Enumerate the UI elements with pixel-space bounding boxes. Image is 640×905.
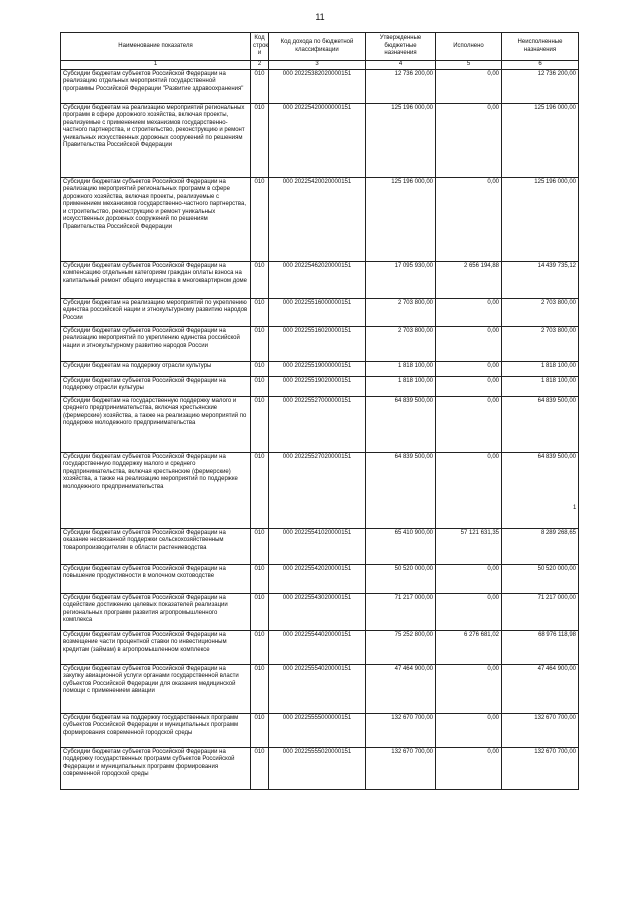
row-code: 010 [251, 69, 269, 103]
row-executed: 0,00 [436, 69, 502, 103]
row-remaining: 125 196 000,00 [502, 177, 579, 261]
page-number: 11 [315, 12, 325, 22]
row-bk-code: 000 20225420000000151 [269, 103, 366, 177]
row-executed: 0,00 [436, 593, 502, 630]
row-remaining: 68 976 118,98 [502, 630, 579, 664]
row-remaining: 132 670 700,00 [502, 713, 579, 747]
row-code: 010 [251, 103, 269, 177]
table-row [61, 177, 579, 261]
table-row [61, 396, 579, 452]
row-name: Субсидии бюджетам на поддержку государственных программ субъектов Российской Федерации и муниципальных программ формирования современной городской среды [61, 713, 251, 747]
row-bk-code: 000 20225382020000151 [269, 69, 366, 103]
row-bk-code: 000 20225555000000151 [269, 713, 366, 747]
row-code: 010 [251, 361, 269, 376]
table-row [61, 376, 579, 396]
column-number: 5 [436, 61, 502, 70]
row-executed: 6 276 681,02 [436, 630, 502, 664]
row-executed: 2 656 194,88 [436, 261, 502, 298]
row-code: 010 [251, 664, 269, 713]
table-row [61, 326, 579, 361]
row-code: 010 [251, 376, 269, 396]
row-approved: 132 670 700,00 [366, 713, 436, 747]
row-remaining: 2 703 800,00 [502, 326, 579, 361]
row-executed: 0,00 [436, 452, 502, 528]
header-remaining: Неисполненные назначения [502, 33, 579, 61]
row-remaining: 1 818 100,00 [502, 361, 579, 376]
row-code: 010 [251, 298, 269, 326]
header-bk: Код дохода по бюджетной классификации [269, 33, 366, 61]
row-code: 010 [251, 747, 269, 789]
row-code: 010 [251, 326, 269, 361]
row-executed: 0,00 [436, 713, 502, 747]
row-name: Субсидии бюджетам на реализацию мероприятий региональных программ в сфере дорожного хозяйства, включая проекты, реализуемые с применением механизмов государственно-частного партнерства, и строительство, реконструкцию и ремонт уникальных искусственных дорожных сооружений по решениям Правительства Российской Федерации [61, 103, 251, 177]
row-remaining: 132 670 700,00 [502, 747, 579, 789]
table-row [61, 630, 579, 664]
row-code: 010 [251, 396, 269, 452]
row-bk-code: 000 20225527000000151 [269, 396, 366, 452]
row-approved: 47 464 900,00 [366, 664, 436, 713]
column-number: 6 [502, 61, 579, 70]
row-name: Субсидии бюджетам субъектов Российской Федерации на государственную поддержку малого и среднего предпринимательства, включая крестьянские (фермерские) хозяйства, а также на реализацию мероприятий по поддержке молодежного предпринимательства [61, 452, 251, 528]
row-executed: 0,00 [436, 103, 502, 177]
row-approved: 17 095 930,00 [366, 261, 436, 298]
row-executed: 0,00 [436, 376, 502, 396]
table-body [61, 69, 579, 789]
table-row [61, 664, 579, 713]
row-executed: 0,00 [436, 177, 502, 261]
row-bk-code: 000 20225527020000151 [269, 452, 366, 528]
table-row [61, 713, 579, 747]
row-remaining: 1 818 100,00 [502, 376, 579, 396]
row-name: Субсидии бюджетам субъектов Российской Федерации на компенсацию отдельным категориям граждан оплаты взноса на капитальный ремонт общего имущества в многоквартирном доме [61, 261, 251, 298]
row-bk-code: 000 20225543020000151 [269, 593, 366, 630]
table-row [61, 747, 579, 789]
row-bk-code: 000 20225462020000151 [269, 261, 366, 298]
row-name: Субсидии бюджетам субъектов Российской Федерации на поддержку отрасли культуры [61, 376, 251, 396]
table-row [61, 298, 579, 326]
row-executed: 57 121 631,35 [436, 528, 502, 564]
row-approved: 132 670 700,00 [366, 747, 436, 789]
table-row [61, 528, 579, 564]
row-bk-code: 000 20225541020000151 [269, 528, 366, 564]
row-executed: 0,00 [436, 747, 502, 789]
row-bk-code: 000 20225542020000151 [269, 564, 366, 593]
row-name: Субсидии бюджетам субъектов Российской Федерации на поддержку государственных программ субъектов Российской Федерации и муниципальных программ формирования современной городской среды [61, 747, 251, 789]
table-row [61, 593, 579, 630]
row-code: 010 [251, 630, 269, 664]
row-name: Субсидии бюджетам субъектов Российской Федерации на реализацию мероприятий региональных программ в сфере дорожного хозяйства, включая проекты, реализуемые с применением механизмов государственно-частного партнерства, и строительство, реконструкцию и ремонт уникальных искусственных дорожных сооружений по решениям Правительства Российской Федерации [61, 177, 251, 261]
header-name: Наименование показателя [61, 33, 251, 61]
row-bk-code: 000 20225516020000151 [269, 326, 366, 361]
column-number: 2 [251, 61, 269, 70]
row-remaining: 64 839 500,00 [502, 396, 579, 452]
row-executed: 0,00 [436, 664, 502, 713]
row-executed: 0,00 [436, 298, 502, 326]
row-name: Субсидии бюджетам субъектов Российской Федерации на оказание несвязанной поддержки сельскохозяйственным товаропроизводителям в области растениеводства [61, 528, 251, 564]
column-number: 4 [366, 61, 436, 70]
row-executed: 0,00 [436, 396, 502, 452]
row-name: Субсидии бюджетам на поддержку отрасли культуры [61, 361, 251, 376]
row-bk-code: 000 20225516000000151 [269, 298, 366, 326]
row-bk-code: 000 20225519000000151 [269, 361, 366, 376]
row-name: Субсидии бюджетам субъектов Российской Федерации на закупку авиационной услуги органами государственной власти субъектов Российской Федерации для оказания медицинской помощи с применением авиации [61, 664, 251, 713]
row-remaining: 50 520 000,00 [502, 564, 579, 593]
row-name: Субсидии бюджетам субъектов Российской Федерации на содействие достижению целевых показателей реализации региональных программ развития агропромышленного комплекса [61, 593, 251, 630]
row-approved: 64 839 500,00 [366, 396, 436, 452]
row-name: Субсидии бюджетам на реализацию мероприятий по укреплению единства российской нации и этнокультурному развитию народов России [61, 298, 251, 326]
row-code: 010 [251, 593, 269, 630]
row-remaining: 8 289 268,65 [502, 528, 579, 564]
header-approved: Утвержденные бюджетные назначения [366, 33, 436, 61]
header-code: Код строк и [251, 33, 269, 61]
table-row [61, 564, 579, 593]
row-name: Субсидии бюджетам субъектов Российской Федерации на реализацию отдельных мероприятий государственной программы Российской Федерации "Развитие здравоохранения" [61, 69, 251, 103]
row-approved: 50 520 000,00 [366, 564, 436, 593]
row-approved: 2 703 800,00 [366, 298, 436, 326]
row-code: 010 [251, 713, 269, 747]
row-approved: 71 217 000,00 [366, 593, 436, 630]
row-approved: 75 252 800,00 [366, 630, 436, 664]
row-code: 010 [251, 452, 269, 528]
row-remaining: 47 464 900,00 [502, 664, 579, 713]
column-number: 3 [269, 61, 366, 70]
header-executed: Исполнено [436, 33, 502, 61]
row-executed: 0,00 [436, 326, 502, 361]
row-code: 010 [251, 528, 269, 564]
table-row [61, 261, 579, 298]
row-code: 010 [251, 261, 269, 298]
row-executed: 0,00 [436, 361, 502, 376]
row-code: 010 [251, 177, 269, 261]
row-bk-code: 000 20225555020000151 [269, 747, 366, 789]
row-bk-code: 000 20225544020000151 [269, 630, 366, 664]
row-approved: 2 703 800,00 [366, 326, 436, 361]
row-remaining: 14 439 735,12 [502, 261, 579, 298]
table-header-row [61, 33, 579, 61]
row-name: Субсидии бюджетам субъектов Российской Федерации на реализацию мероприятий по укреплению единства российской нации и этнокультурному развитию народов России [61, 326, 251, 361]
row-remaining: 71 217 000,00 [502, 593, 579, 630]
column-number: 1 [61, 61, 251, 70]
row-name: Субсидии бюджетам субъектов Российской Федерации на повышение продуктивности в молочном скотоводстве [61, 564, 251, 593]
row-approved: 125 196 000,00 [366, 177, 436, 261]
row-approved: 1 818 100,00 [366, 376, 436, 396]
column-number-row [61, 61, 579, 70]
row-approved: 12 736 200,00 [366, 69, 436, 103]
row-remaining: 125 196 000,00 [502, 103, 579, 177]
row-bk-code: 000 20225420020000151 [269, 177, 366, 261]
row-name: Субсидии бюджетам субъектов Российской Федерации на возмещение части процентной ставки по инвестиционным кредитам (займам) в агропромышленном комплексе [61, 630, 251, 664]
row-remaining: 12 736 200,00 [502, 69, 579, 103]
table-row [61, 69, 579, 103]
row-approved: 64 839 500,00 [366, 452, 436, 528]
row-executed: 0,00 [436, 564, 502, 593]
row-code: 010 [251, 564, 269, 593]
row-remaining: 2 703 800,00 [502, 298, 579, 326]
row-bk-code: 000 20225519020000151 [269, 376, 366, 396]
row-remaining: 64 839 500,00 [502, 452, 579, 528]
budget-report-table [60, 32, 579, 790]
row-approved: 65 410 900,00 [366, 528, 436, 564]
row-approved: 1 818 100,00 [366, 361, 436, 376]
margin-mark: 1 [573, 505, 577, 511]
table-row [61, 103, 579, 177]
row-bk-code: 000 20225554020000151 [269, 664, 366, 713]
table-row [61, 361, 579, 376]
table-row [61, 452, 579, 528]
row-approved: 125 196 000,00 [366, 103, 436, 177]
row-name: Субсидии бюджетам на государственную поддержку малого и среднего предпринимательства, включая крестьянские (фермерские) хозяйства, а также на реализацию мероприятий по поддержке молодежного предпринимательства [61, 396, 251, 452]
